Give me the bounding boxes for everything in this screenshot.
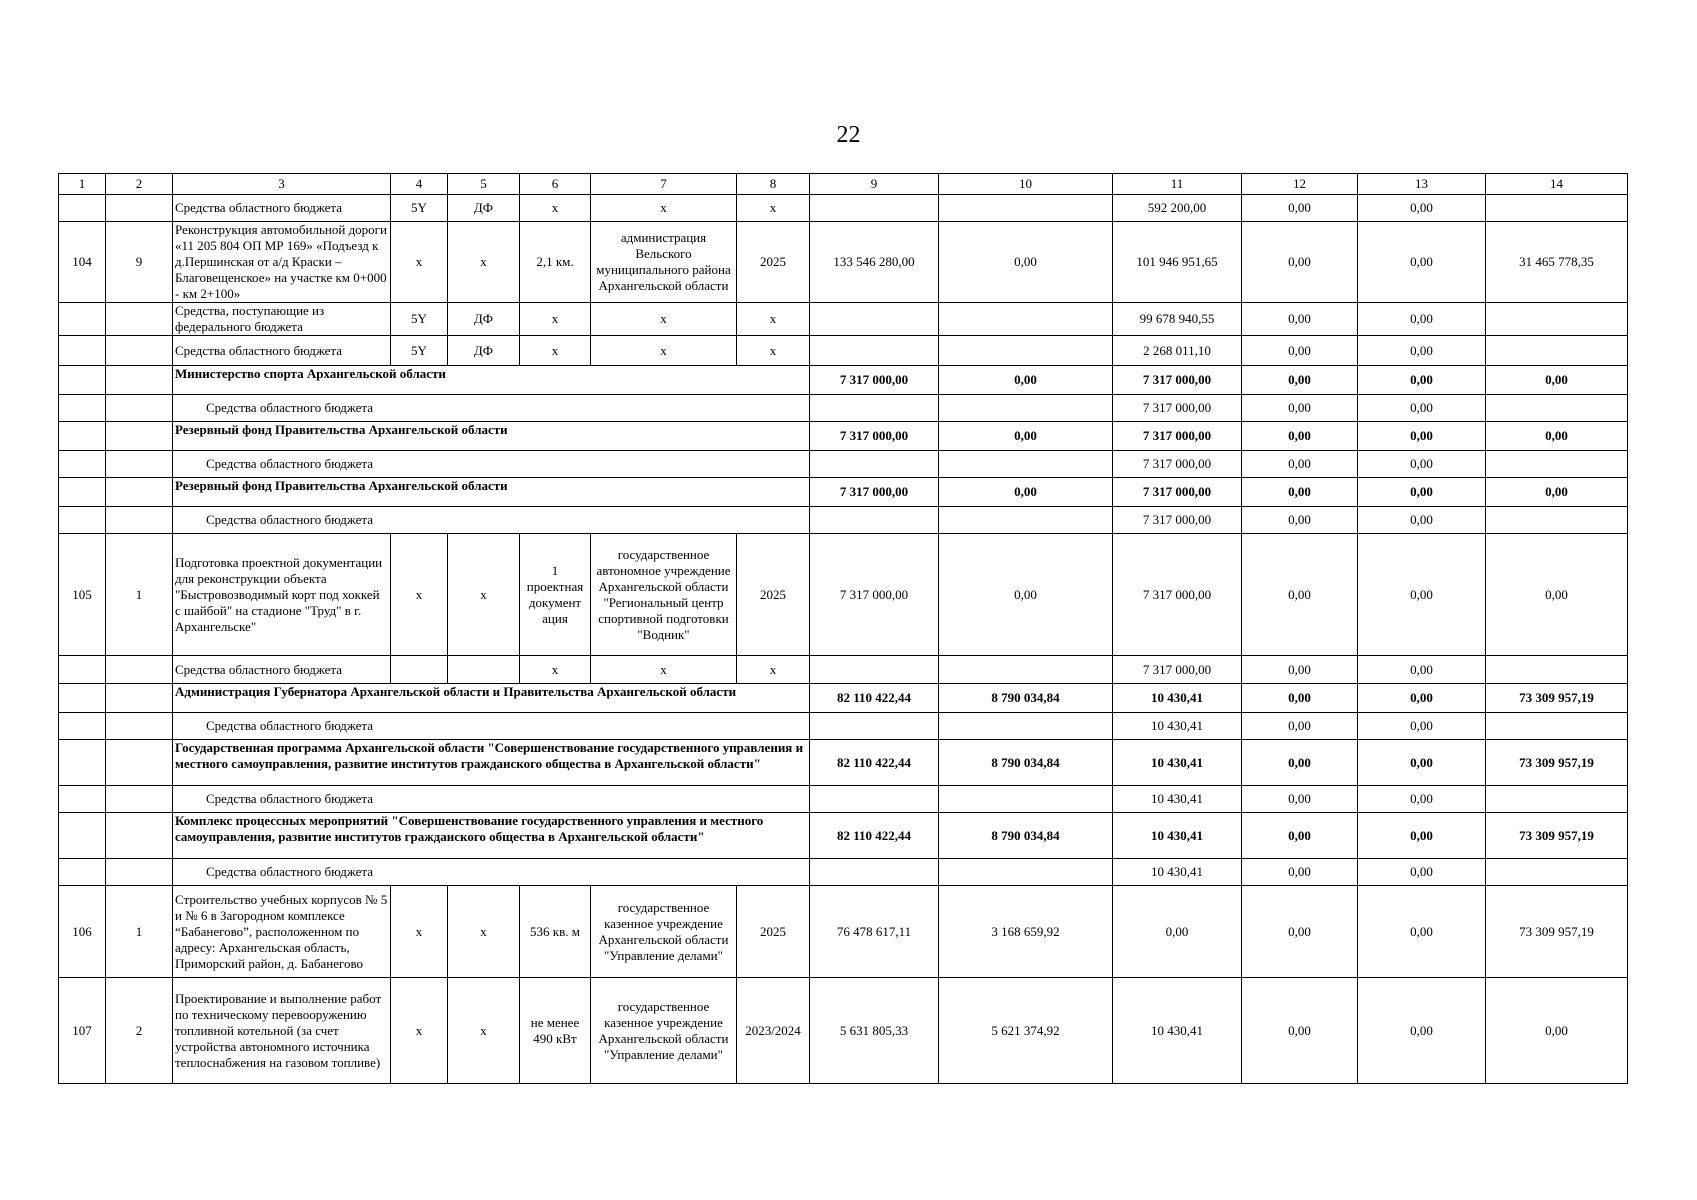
table-cell: администрация Вельского муниципального района Архангельской области	[591, 222, 737, 303]
table-cell	[59, 713, 106, 740]
table-cell: 0,00	[1358, 303, 1486, 336]
table-cell: 0,00	[1358, 478, 1486, 507]
table-cell: 0,00	[1242, 813, 1358, 859]
table-cell: 7 317 000,00	[1113, 422, 1242, 451]
table-cell: 0,00	[1486, 422, 1628, 451]
column-header: 1	[59, 174, 106, 195]
funding-source-label: Средства областного бюджета	[173, 786, 810, 813]
table-cell: 0,00	[1242, 886, 1358, 978]
table-cell: 2 268 011,10	[1113, 336, 1242, 366]
table-cell: 7 317 000,00	[810, 478, 939, 507]
table-cell: х	[591, 195, 737, 222]
table-cell: 7 317 000,00	[810, 366, 939, 395]
table-cell: 0,00	[939, 222, 1113, 303]
table-cell: Средства областного бюджета	[173, 336, 391, 366]
table-row	[59, 366, 1628, 395]
table-cell	[1486, 195, 1628, 222]
table-cell: 73 309 957,19	[1486, 813, 1628, 859]
column-header: 10	[939, 174, 1113, 195]
group-title: Комплекс процессных мероприятий "Совершенствование государственного управления и местного самоуправления, развитие институтов гражданского общества в Архангельской области"	[173, 813, 810, 859]
table-cell	[1486, 859, 1628, 886]
table-cell	[1486, 786, 1628, 813]
table-cell: 2025	[737, 534, 810, 656]
table-row	[59, 422, 1628, 451]
table-cell: 2	[106, 978, 173, 1084]
table-cell: х	[391, 886, 448, 978]
table-cell	[1486, 713, 1628, 740]
table-cell: 7 317 000,00	[1113, 656, 1242, 684]
table-cell: 101 946 951,65	[1113, 222, 1242, 303]
table-cell: 0,00	[1242, 978, 1358, 1084]
table-cell	[106, 656, 173, 684]
table-cell: х	[448, 886, 520, 978]
table-cell	[106, 507, 173, 534]
table-cell	[810, 656, 939, 684]
table-cell: 0,00	[939, 478, 1113, 507]
column-header: 6	[520, 174, 591, 195]
table-cell: 0,00	[1358, 507, 1486, 534]
table-cell: 0,00	[1486, 978, 1628, 1084]
table-cell	[448, 656, 520, 684]
table-cell: 106	[59, 886, 106, 978]
table-cell: 0,00	[1242, 422, 1358, 451]
table-cell: 8 790 034,84	[939, 740, 1113, 786]
table-row	[59, 222, 1628, 303]
table-cell: х	[591, 303, 737, 336]
table-cell: 31 465 778,35	[1486, 222, 1628, 303]
table-cell: 0,00	[1113, 886, 1242, 978]
table-cell: 0,00	[1242, 222, 1358, 303]
table-cell: 5 621 374,92	[939, 978, 1113, 1084]
table-cell: х	[520, 195, 591, 222]
table-cell: 0,00	[939, 534, 1113, 656]
table-cell: ДФ	[448, 195, 520, 222]
table-cell: 0,00	[1242, 713, 1358, 740]
table-cell: 10 430,41	[1113, 740, 1242, 786]
table-cell: Средства областного бюджета	[173, 195, 391, 222]
table-cell	[106, 451, 173, 478]
table-cell: 2023/2024	[737, 978, 810, 1084]
table-cell	[106, 684, 173, 713]
table-cell: 105	[59, 534, 106, 656]
table-cell	[106, 195, 173, 222]
table-cell: 1 проектная документ ация	[520, 534, 591, 656]
table-cell	[1486, 395, 1628, 422]
table-row	[59, 786, 1628, 813]
table-cell	[106, 422, 173, 451]
column-header: 13	[1358, 174, 1486, 195]
table-cell: 0,00	[1242, 195, 1358, 222]
table-cell	[106, 713, 173, 740]
table-cell	[59, 507, 106, 534]
table-cell	[59, 684, 106, 713]
table-cell: ДФ	[448, 303, 520, 336]
table-cell	[939, 507, 1113, 534]
table-row	[59, 478, 1628, 507]
table-cell	[810, 507, 939, 534]
table-row	[59, 507, 1628, 534]
table-cell	[939, 303, 1113, 336]
table-row	[59, 656, 1628, 684]
table-cell: Проектирование и выполнение работ по техническому перевооружению топливной котельной (за счет устройства автономного источника теплоснабжения на газовом топливе)	[173, 978, 391, 1084]
table-cell: ДФ	[448, 336, 520, 366]
table-cell: х	[448, 978, 520, 1084]
table-cell: 8 790 034,84	[939, 684, 1113, 713]
table-cell: 3 168 659,92	[939, 886, 1113, 978]
table-cell	[1486, 451, 1628, 478]
table-cell	[106, 336, 173, 366]
table-cell	[59, 366, 106, 395]
table-cell: 73 309 957,19	[1486, 684, 1628, 713]
table-cell: 7 317 000,00	[1113, 366, 1242, 395]
table-cell	[810, 451, 939, 478]
table-cell: 7 317 000,00	[1113, 478, 1242, 507]
table-row	[59, 859, 1628, 886]
table-cell	[106, 303, 173, 336]
table-cell: 0,00	[1358, 740, 1486, 786]
table-cell: 133 546 280,00	[810, 222, 939, 303]
table-cell: 0,00	[1242, 395, 1358, 422]
table-cell	[939, 451, 1113, 478]
table-cell: 1	[106, 886, 173, 978]
column-header: 9	[810, 174, 939, 195]
table-cell: 0,00	[1358, 813, 1486, 859]
table-cell: 2025	[737, 886, 810, 978]
table-cell: 9	[106, 222, 173, 303]
table-cell: 7 317 000,00	[1113, 507, 1242, 534]
group-title: Резервный фонд Правительства Архангельской области	[173, 422, 810, 451]
table-cell: Подготовка проектной документации для реконструкции объекта "Быстровозводимый корт под хоккей с шайбой" на стадионе "Труд" в г. Архангельске"	[173, 534, 391, 656]
table-row	[59, 886, 1628, 978]
table-cell: 0,00	[1486, 534, 1628, 656]
table-cell: Строительство учебных корпусов № 5 и № 6 в Загородном комплексе “Бабанегово”, расположенном по адресу: Архангельская область, Приморский район, д. Бабанегово	[173, 886, 391, 978]
column-header: 7	[591, 174, 737, 195]
table-row	[59, 813, 1628, 859]
table-cell	[59, 786, 106, 813]
table-cell	[59, 478, 106, 507]
table-cell: государственное казенное учреждение Архангельской области "Управление делами"	[591, 978, 737, 1084]
table-cell: х	[737, 656, 810, 684]
table-header-row	[59, 174, 1628, 195]
table-cell: 1	[106, 534, 173, 656]
table-cell	[59, 395, 106, 422]
table-cell	[59, 740, 106, 786]
table-cell: 0,00	[1358, 656, 1486, 684]
table-cell	[59, 336, 106, 366]
table-cell: 2025	[737, 222, 810, 303]
table-cell: х	[391, 978, 448, 1084]
table-cell: 0,00	[1358, 978, 1486, 1084]
table-cell: 0,00	[1242, 366, 1358, 395]
table-cell: 536 кв. м	[520, 886, 591, 978]
table-cell: 0,00	[1486, 478, 1628, 507]
table-cell: 2,1 км.	[520, 222, 591, 303]
column-header: 5	[448, 174, 520, 195]
funding-source-label: Средства областного бюджета	[173, 507, 810, 534]
table-cell: 0,00	[1242, 740, 1358, 786]
table-cell: 73 309 957,19	[1486, 740, 1628, 786]
table-cell	[106, 478, 173, 507]
table-cell: х	[737, 303, 810, 336]
table-cell	[59, 303, 106, 336]
table-row	[59, 978, 1628, 1084]
table-cell	[59, 422, 106, 451]
table-cell: х	[591, 656, 737, 684]
table-row	[59, 336, 1628, 366]
table-cell	[106, 395, 173, 422]
table-cell: 0,00	[1358, 859, 1486, 886]
table-cell	[1486, 303, 1628, 336]
page-number: 22	[836, 122, 861, 148]
table-cell	[810, 336, 939, 366]
column-header: 14	[1486, 174, 1628, 195]
column-header: 4	[391, 174, 448, 195]
table-cell: 0,00	[939, 422, 1113, 451]
table-cell: 10 430,41	[1113, 713, 1242, 740]
table-cell: 7 317 000,00	[810, 422, 939, 451]
table-cell: 0,00	[1242, 534, 1358, 656]
table-cell: 10 430,41	[1113, 978, 1242, 1084]
table-cell: 5Y	[391, 336, 448, 366]
group-title: Администрация Губернатора Архангельской области и Правительства Архангельской области	[173, 684, 810, 713]
column-header: 8	[737, 174, 810, 195]
table-row	[59, 534, 1628, 656]
table-cell: 0,00	[1358, 786, 1486, 813]
table-cell: 10 430,41	[1113, 813, 1242, 859]
table-cell: х	[520, 336, 591, 366]
table-cell: 10 430,41	[1113, 859, 1242, 886]
table-cell: 0,00	[1242, 684, 1358, 713]
table-cell: х	[737, 336, 810, 366]
table-cell: 0,00	[939, 366, 1113, 395]
table-cell: 7 317 000,00	[1113, 534, 1242, 656]
table-cell: 592 200,00	[1113, 195, 1242, 222]
funding-source-label: Средства областного бюджета	[173, 713, 810, 740]
table-cell: государственное казенное учреждение Архангельской области "Управление делами"	[591, 886, 737, 978]
table-cell: Средства, поступающие из федерального бюджета	[173, 303, 391, 336]
table-cell	[810, 395, 939, 422]
table-cell: х	[448, 222, 520, 303]
table-cell: х	[391, 534, 448, 656]
table-cell: не менее 490 кВт	[520, 978, 591, 1084]
table-cell: 0,00	[1358, 366, 1486, 395]
table-cell	[1486, 507, 1628, 534]
table-cell	[810, 195, 939, 222]
table-cell: 0,00	[1358, 451, 1486, 478]
table-cell: х	[391, 222, 448, 303]
table-cell	[391, 656, 448, 684]
table-cell: 0,00	[1242, 303, 1358, 336]
table-cell	[1486, 656, 1628, 684]
table-cell	[810, 859, 939, 886]
table-cell	[939, 786, 1113, 813]
table-cell: 7 317 000,00	[1113, 451, 1242, 478]
table-cell	[939, 713, 1113, 740]
table-cell: 0,00	[1242, 478, 1358, 507]
table-cell	[106, 740, 173, 786]
table-cell: х	[520, 656, 591, 684]
table-cell: 73 309 957,19	[1486, 886, 1628, 978]
table-row	[59, 195, 1628, 222]
table-cell	[106, 813, 173, 859]
table-cell: 0,00	[1358, 395, 1486, 422]
table-cell: 7 317 000,00	[810, 534, 939, 656]
table-cell	[59, 195, 106, 222]
table-cell	[59, 813, 106, 859]
table-cell: 0,00	[1358, 886, 1486, 978]
table-cell: 0,00	[1242, 336, 1358, 366]
table-cell: 82 110 422,44	[810, 684, 939, 713]
table-cell: 0,00	[1358, 222, 1486, 303]
table-cell	[939, 656, 1113, 684]
table-cell	[106, 366, 173, 395]
column-header: 2	[106, 174, 173, 195]
table-cell: 99 678 940,55	[1113, 303, 1242, 336]
table-cell: 5Y	[391, 195, 448, 222]
table-cell: х	[448, 534, 520, 656]
table-cell: 10 430,41	[1113, 684, 1242, 713]
table-cell	[810, 713, 939, 740]
table-cell: Средства областного бюджета	[173, 656, 391, 684]
table-cell	[59, 451, 106, 478]
column-header: 12	[1242, 174, 1358, 195]
table-cell: государственное автономное учреждение Архангельской области "Региональный центр спортивной подготовки "Водник"	[591, 534, 737, 656]
table-cell	[810, 786, 939, 813]
table-cell: х	[520, 303, 591, 336]
table-cell: 107	[59, 978, 106, 1084]
table-cell	[106, 786, 173, 813]
table-cell	[939, 336, 1113, 366]
table-cell: 8 790 034,84	[939, 813, 1113, 859]
table-cell: 0,00	[1358, 713, 1486, 740]
table-cell	[939, 859, 1113, 886]
table-cell	[810, 303, 939, 336]
table-cell: 82 110 422,44	[810, 740, 939, 786]
table-row	[59, 303, 1628, 336]
table-cell: 0,00	[1486, 366, 1628, 395]
column-header: 3	[173, 174, 391, 195]
table-cell: 82 110 422,44	[810, 813, 939, 859]
table-cell: 76 478 617,11	[810, 886, 939, 978]
table-cell	[106, 859, 173, 886]
table-cell	[59, 859, 106, 886]
table-cell: х	[591, 336, 737, 366]
funding-source-label: Средства областного бюджета	[173, 859, 810, 886]
table-row	[59, 451, 1628, 478]
table-cell: 0,00	[1358, 336, 1486, 366]
table-cell: 0,00	[1242, 786, 1358, 813]
table-cell: 0,00	[1358, 195, 1486, 222]
table-cell: 0,00	[1358, 534, 1486, 656]
table-cell: 7 317 000,00	[1113, 395, 1242, 422]
table-cell	[59, 656, 106, 684]
table-row	[59, 395, 1628, 422]
table-cell: 5 631 805,33	[810, 978, 939, 1084]
table-cell: Реконструкция автомобильной дороги «11 205 804 ОП МР 169» «Подъезд к д.Першинская от а/д Краски –Благовещенское» на участке км 0+000 - км 2+100»	[173, 222, 391, 303]
table-cell: 0,00	[1242, 859, 1358, 886]
funding-source-label: Средства областного бюджета	[173, 395, 810, 422]
table-cell	[939, 395, 1113, 422]
group-title: Резервный фонд Правительства Архангельской области	[173, 478, 810, 507]
group-title: Министерство спорта Архангельской области	[173, 366, 810, 395]
table-cell: 5Y	[391, 303, 448, 336]
column-header: 11	[1113, 174, 1242, 195]
table-row	[59, 740, 1628, 786]
table-cell: 0,00	[1242, 451, 1358, 478]
table-cell: х	[737, 195, 810, 222]
table-cell: 10 430,41	[1113, 786, 1242, 813]
table-cell: 0,00	[1242, 507, 1358, 534]
table-cell	[939, 195, 1113, 222]
table-row	[59, 684, 1628, 713]
table-cell: 104	[59, 222, 106, 303]
budget-table	[58, 173, 1628, 1084]
table-cell	[1486, 336, 1628, 366]
table-cell: 0,00	[1242, 656, 1358, 684]
group-title: Государственная программа Архангельской области "Совершенствование государственного управления и местного самоуправления, развитие институтов гражданского общества в Архангельской области"	[173, 740, 810, 786]
table-cell: 0,00	[1358, 684, 1486, 713]
table-row	[59, 713, 1628, 740]
funding-source-label: Средства областного бюджета	[173, 451, 810, 478]
table-cell: 0,00	[1358, 422, 1486, 451]
